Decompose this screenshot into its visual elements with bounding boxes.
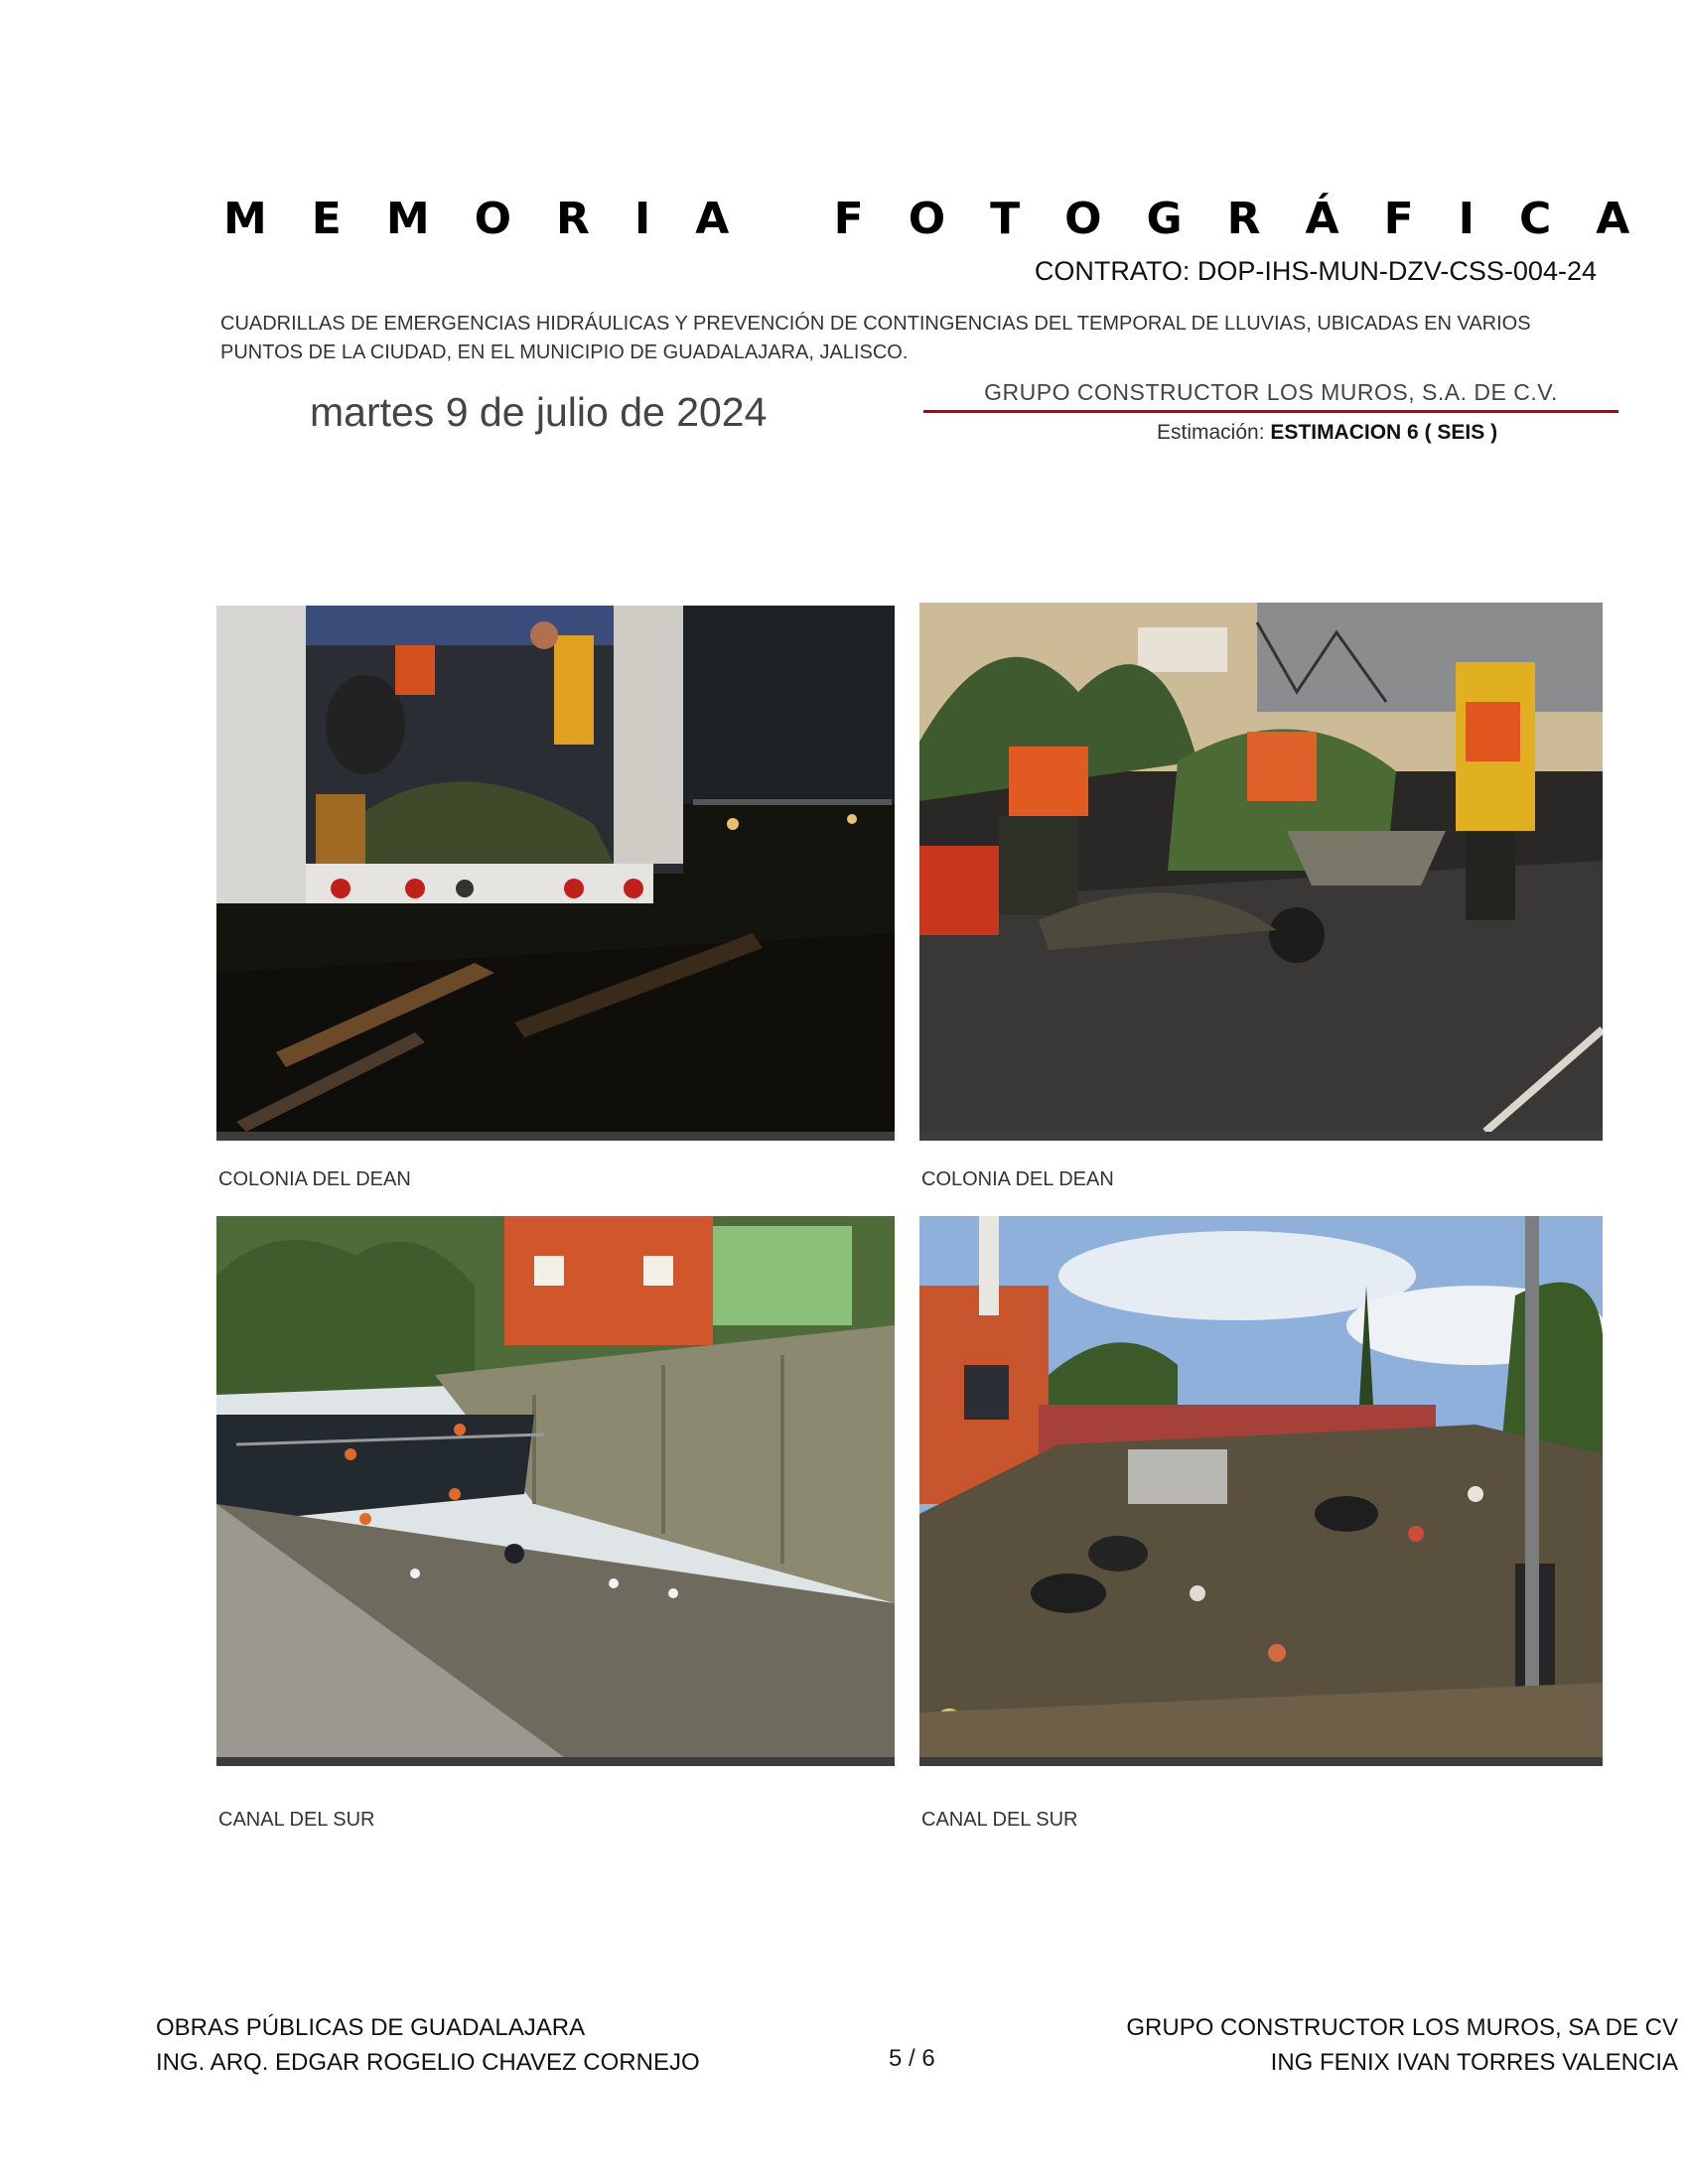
photo-card <box>216 606 895 1141</box>
photo-card <box>216 1216 895 1766</box>
photo-bar <box>919 1132 1603 1141</box>
report-date: martes 9 de julio de 2024 <box>310 389 768 435</box>
photo-bar <box>919 1757 1603 1766</box>
footer-right <box>1126 2010 1678 2080</box>
footer-contractor: GRUPO CONSTRUCTOR LOS MUROS, SA DE CV <box>1126 2014 1678 2041</box>
footer-agency-signer: ING. ARQ. EDGAR ROGELIO CHAVEZ CORNEJO <box>156 2049 700 2076</box>
photo-bar <box>216 1757 895 1766</box>
estimation-value: ESTIMACION 6 ( SEIS ) <box>1270 421 1498 444</box>
company-divider <box>923 410 1618 413</box>
footer-left <box>156 2010 700 2080</box>
footer-agency: OBRAS PÚBLICAS DE GUADALAJARA <box>156 2014 586 2041</box>
page-title: MEMORIA FOTOGRÁFICA <box>223 194 1675 244</box>
estimation-label: Estimación: <box>1157 421 1265 444</box>
company-block <box>923 379 1618 445</box>
photo-caption: COLONIA DEL DEAN <box>218 1168 411 1190</box>
photo-card <box>919 1216 1603 1766</box>
photo-debris-pile <box>919 1216 1603 1757</box>
photo-bar <box>216 1132 895 1141</box>
photo-truck-night <box>216 606 895 1132</box>
company-name: GRUPO CONSTRUCTOR LOS MUROS, S.A. DE C.V. <box>984 379 1558 405</box>
photo-street-crew <box>919 603 1603 1132</box>
page-number: 5 / 6 <box>889 2045 935 2072</box>
contract-number: CONTRATO: DOP-IHS-MUN-DZV-CSS-004-24 <box>1034 256 1597 286</box>
estimation-line <box>1157 421 1618 445</box>
photo-caption: COLONIA DEL DEAN <box>921 1168 1114 1190</box>
photo-card <box>919 603 1603 1141</box>
photo-canal-cleaning <box>216 1216 895 1757</box>
photo-caption: CANAL DEL SUR <box>218 1809 375 1831</box>
footer-contractor-signer: ING FENIX IVAN TORRES VALENCIA <box>1270 2049 1678 2076</box>
photo-caption: CANAL DEL SUR <box>921 1809 1078 1831</box>
work-description: CUADRILLAS DE EMERGENCIAS HIDRÁULICAS Y PREVENCIÓN DE CONTINGENCIAS DEL TEMPORAL DE LLUVIAS, UBICADAS EN VARIOS PUNTOS DE LA CIUDAD, EN EL MUNICIPIO DE GUADALAJARA, JALISCO. <box>220 313 1531 363</box>
